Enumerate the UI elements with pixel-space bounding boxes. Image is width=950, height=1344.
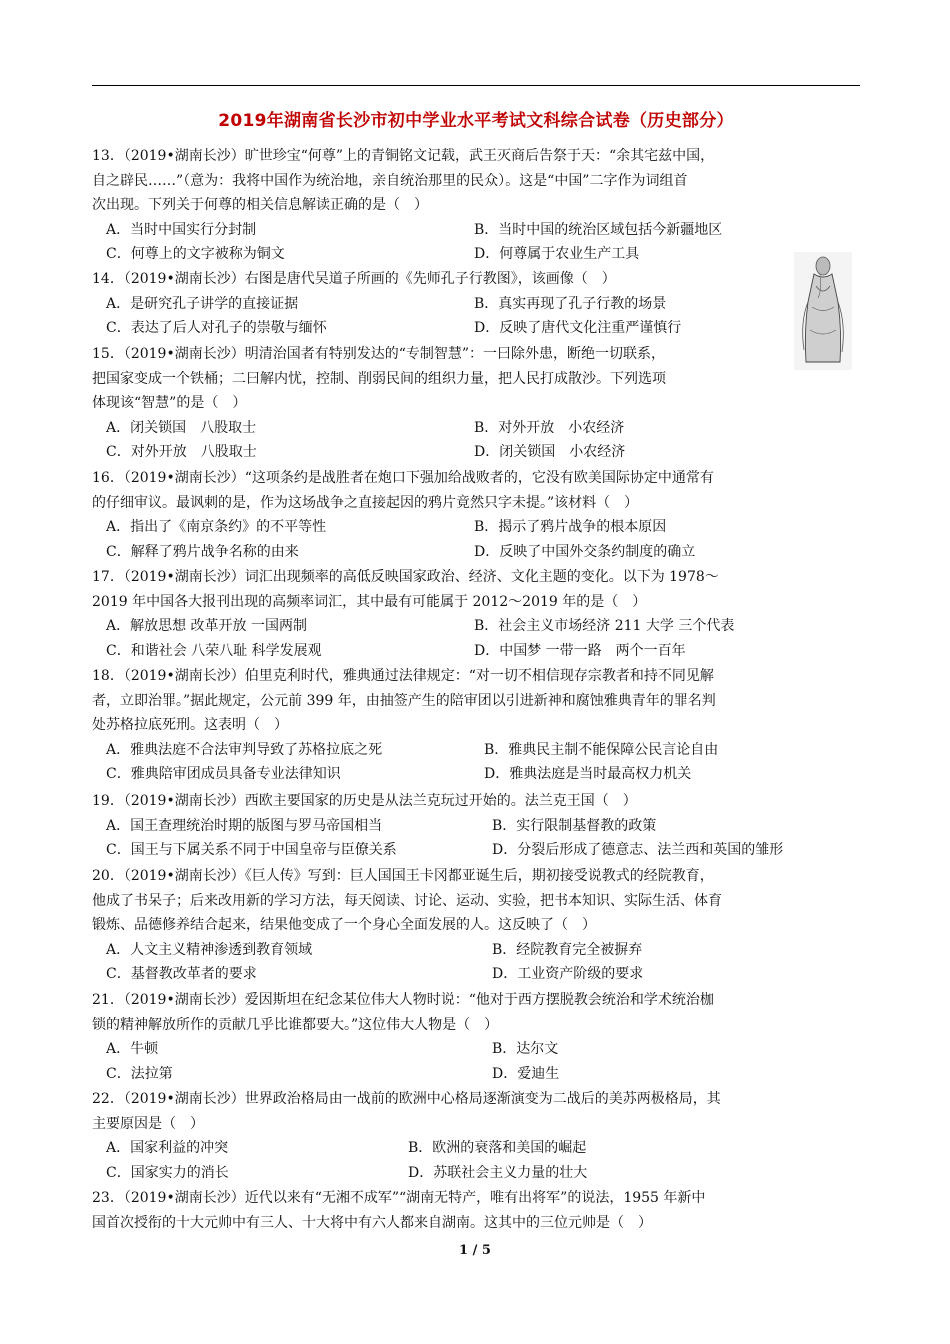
question-stem-line: 2019 年中国各大报刊出现的高频率词汇，其中最有可能属于 2012～2019 年的是（ ）: [92, 593, 647, 610]
option-a: A．当时中国实行分封制: [106, 221, 257, 238]
question-stem-line: 锁的精神解放所作的贡献几乎比谁都要大。”这位伟大人物是（ ）: [92, 1016, 499, 1033]
option-d: D．工业资产阶级的要求: [492, 966, 644, 983]
question-15: [92, 342, 864, 465]
option-c: C．雅典陪审团成员具备专业法律知识: [106, 766, 341, 783]
question-stem-line: 15．（2019•湖南长沙）明清治国者有特别发达的“专制智慧”：一曰除外患，断绝一切联系，: [92, 346, 666, 362]
option-a: A．是研究孔子讲学的直接证据: [106, 295, 299, 312]
question-16: [92, 466, 864, 564]
option-b: B．欧洲的衰落和美国的崛起: [408, 1140, 587, 1157]
question-stem-line: 14．（2019•湖南长沙）右图是唐代吴道子所画的《先师孔子行教图》，该画像（ ）: [92, 271, 616, 287]
option-c: C．国家实力的消长: [106, 1164, 229, 1181]
option-b: B．当时中国的统治区域包括今新疆地区: [474, 221, 723, 238]
question-stem-line: 13．（2019•湖南长沙）旷世珍宝“何尊”上的青铜铭文记载，武王灭商后告祭于天：“余其宅兹中国，: [92, 148, 715, 164]
option-b: B．经院教育完全被摒弃: [492, 941, 643, 958]
option-d: D．闭关锁国 小农经济: [474, 444, 626, 461]
question-stem-line: 21．（2019•湖南长沙）爱因斯坦在纪念某位伟大人物时说：“他对于西方摆脱教会统治和学术统治枷: [92, 992, 714, 1008]
question-stem-line: 主要原因是（ ）: [92, 1115, 204, 1132]
option-d: D．分裂后形成了德意志、法兰西和英国的雏形: [492, 842, 784, 859]
question-stem-line: 把国家变成一个铁桶；二曰解内忧，控制、削弱民间的组织力量，把人民打成散沙。下列选项: [92, 370, 666, 387]
question-stem-line: 17．（2019•湖南长沙）词汇出现频率的高低反映国家政治、经济、文化主题的变化。以下为 1978～: [92, 569, 719, 585]
option-a: A．雅典法庭不合法审判导致了苏格拉底之死: [106, 741, 383, 758]
option-a: A．人文主义精神渗透到教育领域: [106, 941, 313, 958]
option-a: A．国家利益的冲突: [106, 1140, 229, 1157]
question-14: [92, 267, 864, 341]
option-a: A．闭关锁国 八股取士: [106, 419, 257, 436]
option-b: B．对外开放 小农经济: [474, 419, 625, 436]
option-a: A．解放思想 改革开放 一国两制: [106, 618, 308, 635]
option-b: B．达尔文: [492, 1041, 559, 1058]
option-b: B．实行限制基督教的政策: [492, 817, 657, 834]
question-17: [92, 565, 864, 663]
question-18: [92, 664, 864, 787]
option-c: C．国王与下属关系不同于中国皇帝与臣僚关系: [106, 842, 397, 859]
option-b: B．雅典民主制不能保障公民言论自由: [484, 741, 719, 758]
question-21: [92, 988, 864, 1086]
question-stem-line: 者，立即治罪。”据此规定，公元前 399 年，由抽签产生的陪审团以引进新神和腐蚀雅典青年的罪名判: [92, 692, 716, 709]
option-c: C．对外开放 八股取士: [106, 444, 257, 461]
question-23: [92, 1186, 864, 1235]
question-stem-line: 20．（2019•湖南长沙）《巨人传》写到：巨人国国王卡冈都亚诞生后，期初接受说教式的经院教育，: [92, 868, 714, 884]
question-stem-line: 体现该“智慧”的是（ ）: [92, 395, 247, 412]
question-stem-line: 23．（2019•湖南长沙）近代以来有“无湘不成军”“湖南无特产，唯有出将军”的说法，1955 年新中: [92, 1190, 706, 1206]
question-stem-line: 18．（2019•湖南长沙）伯里克利时代，雅典通过法律规定：“对一切不相信现存宗教者和持不同见解: [92, 668, 714, 684]
option-d: D．爱迪生: [492, 1065, 560, 1082]
option-c: C．和谐社会 八荣八耻 科学发展观: [106, 642, 322, 659]
question-stem-line: 的仔细审议。最讽刺的是，作为这场战争之直接起因的鸦片竟然只字未提。”该材料（ ）: [92, 494, 639, 511]
option-d: D．反映了唐代文化注重严谨慎行: [474, 320, 682, 337]
question-stem-line: 国首次授衔的十大元帅中有三人、十大将中有六人都来自湖南。这其中的三位元帅是（ ）: [92, 1214, 652, 1231]
option-b: B．揭示了鸦片战争的根本原因: [474, 519, 667, 536]
question-20: [92, 864, 864, 987]
question-13: [92, 144, 864, 267]
question-stem-line: 自之辟民……”（意为：我将中国作为统治地，亲自统治那里的民众）。这是“中国”二字作为词组首: [92, 172, 688, 189]
option-c: C．解释了鸦片战争名称的由来: [106, 543, 299, 560]
option-c: C．表达了后人对孔子的崇敬与缅怀: [106, 320, 327, 337]
question-stem-line: 22．（2019•湖南长沙）世界政治格局由一战前的欧洲中心格局逐渐演变为二战后的美苏两极格局，其: [92, 1091, 721, 1107]
question-22: [92, 1087, 864, 1185]
question-stem-line: 锻炼、品德修养结合起来，结果他变成了一个身心全面发展的人。这反映了（ ）: [92, 917, 596, 934]
option-a: A．国王查理统治时期的版图与罗马帝国相当: [106, 817, 383, 834]
question-stem-line: 19．（2019•湖南长沙）西欧主要国家的历史是从法兰克玩过开始的。法兰克王国（ ）: [92, 793, 637, 809]
option-c: C．何尊上的文字被称为铜文: [106, 246, 285, 263]
page-number: 1 / 5: [459, 1243, 491, 1258]
option-d: D．反映了中国外交条约制度的确立: [474, 543, 696, 560]
option-d: D．中国梦 一带一路 两个一百年: [474, 642, 686, 659]
question-stem-line: 他成了书呆子；后来改用新的学习方法，每天阅读、讨论、运动、实验，把书本知识、实际生活、体育: [92, 892, 722, 909]
option-a: A．牛顿: [106, 1041, 159, 1058]
page-title: 2019年湖南省长沙市初中学业水平考试文科综合试卷（历史部分）: [218, 111, 734, 131]
option-b: B．社会主义市场经济 211 大学 三个代表: [474, 618, 735, 635]
option-a: A．指出了《南京条约》的不平等性: [106, 519, 327, 536]
option-d: D．苏联社会主义力量的壮大: [408, 1164, 588, 1181]
option-d: D．雅典法庭是当时最高权力机关: [484, 766, 692, 783]
question-stem-line: 处苏格拉底死刑。这表明（ ）: [92, 717, 288, 734]
header-rule: [92, 85, 860, 86]
question-stem-line: 次出现。下列关于何尊的相关信息解读正确的是（ ）: [92, 197, 428, 214]
question-19: [92, 789, 864, 863]
question-stem-line: 16．（2019•湖南长沙）“这项条约是战胜者在炮口下强加给战败者的，它没有欧美国际协定中通常有: [92, 470, 714, 486]
option-b: B．真实再现了孔子行教的场景: [474, 295, 667, 312]
option-c: C．法拉第: [106, 1065, 173, 1082]
option-c: C．基督教改革者的要求: [106, 966, 257, 983]
option-d: D．何尊属于农业生产工具: [474, 246, 640, 263]
